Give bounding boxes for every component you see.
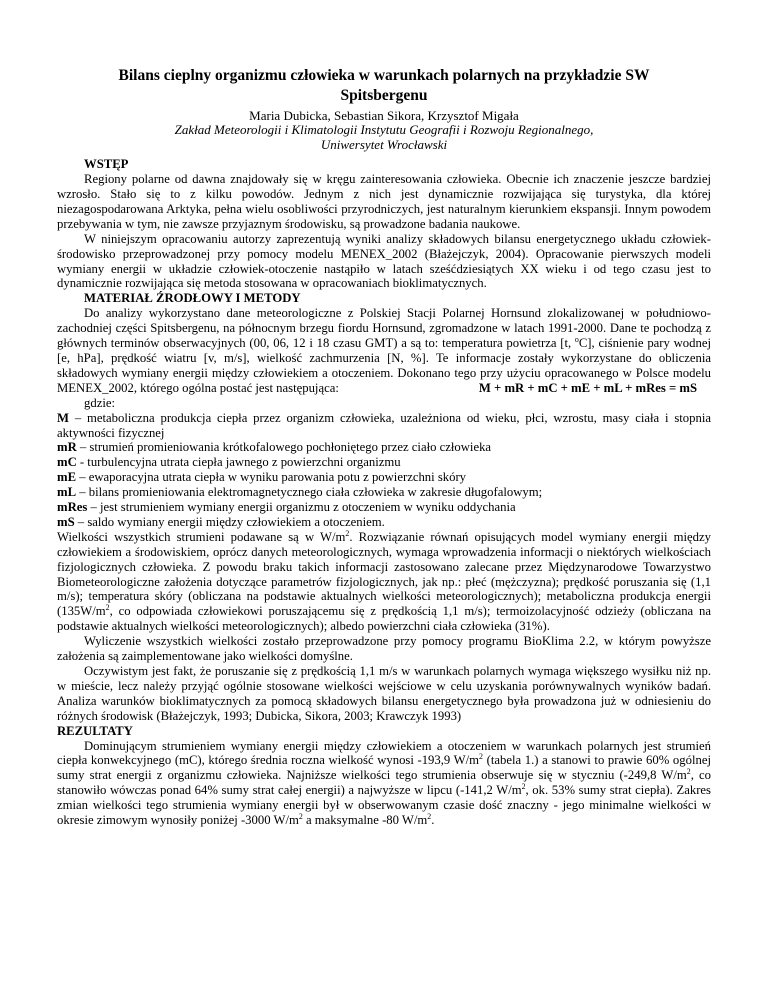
paragraph: Wyliczenie wszystkich wielkości zostało przeprowadzone przy pomocy programu BioKlima 2.2, w którym powyższe założenia są zaimplementowane jako wielkości domyślne.	[57, 634, 711, 664]
paragraph: mR – strumień promieniowania krótkofalowego pochłoniętego przez ciało człowieka	[57, 440, 492, 455]
document-body	[57, 157, 711, 828]
paragraph: W niniejszym opracowaniu autorzy zaprezentują wyniki analizy składowych bilansu energetycznego układu człowiek-środowisko przeprowadzonej przy pomocy modelu MENEX_2002 (Błażejczyk, 2004). Opracowanie pierwszych modeli wymiany energii w układzie człowiek-otoczenie nastąpiło w latach sześćdziesiątych XX wieku i od tego czasu jest to dynamicznie rozwijająca się metoda stosowana w opracowaniach bioklimatycznych.	[57, 231, 711, 291]
paragraph: mC - turbulencyjna utrata ciepła jawnego z powierzchni organizmu	[57, 455, 401, 470]
paper-title	[57, 66, 711, 106]
section-heading: WSTĘP	[84, 157, 129, 172]
paragraph: Oczywistym jest fakt, że poruszanie się z prędkością 1,1 m/s w warunkach polarnych wymaga większego wysiłku niż np. w mieście, lecz należy przyjąć ogólnie stosowane wielkości wejściowe w celu uzyskania porównywalnych wyników badań. Analiza warunków bioklimatycznych za pomocą składowych bilansu energetycznego była prowadzona już w odniesieniu do różnych środowisk (Błażejczyk, 1993; Dubicka, Sikora, 2003; Krawczyk 1993)	[57, 664, 711, 723]
paper-affiliation-line2: Uniwersytet Wrocławski	[320, 136, 448, 152]
section-heading: REZULTATY	[57, 723, 133, 738]
paragraph: Do analizy wykorzystano dane meteorologiczne z Polskiej Stacji Polarnej Hornsund zlokalizowanej w południowo-zachodniej części Spitsbergenu, na północnym brzegu fiordu Hornsund, zgromadzone w latach 1991-2000. Dane te pochodzą z głównych terminów obserwacyjnych (00, 06, 12 i 18 czasu GMT) a są to: temperatura powietrza [t, $^o$C], ciśnienie pary wodnej [e, hPa], prędkość wiatru [v, m/s], wielkość zachmurzenia [N, %]. Te informacje zostały wykorzystane do obliczenia składowych wymiany energii między człowiekiem a otoczeniem. Dokonano tego przy użyciu opracowanego w Polsce modelu MENEX_2002, którego ogólna postać jest następująca: M + mR + mC + mE + mL + mRes = mS	[57, 306, 711, 395]
paragraph: mL – bilans promieniowania elektromagnetycznego ciała człowieka w zakresie długofalowym;	[57, 485, 543, 500]
paragraph: M – metaboliczna produkcja ciepła przez organizm człowieka, uzależniona od wieku, płci, wzrostu, masy ciała i stopnia aktywności fizycznej	[57, 410, 711, 440]
paper-title-line1: Bilans cieplny organizmu człowieka w warunkach polarnych na przykładzie SW	[118, 67, 650, 84]
paragraph: Dominującym strumieniem wymiany energii między człowiekiem a otoczeniem w warunkach polarnych jest strumień ciepła konwekcyjnego (mC), którego średnia roczna wielkość wynosi -193,9 $W/m^2$ (tabela 1.) a stanowi to prawie 60% ogólnej sumy strat energii z organizmu człowieka. Najniższe wielkości tego strumienia obserwuje się w styczniu (-249,8 $W/m^2$, co stanowiło wówczas ponad 64% sumy strat całej energii) a najwyższe w lipcu (-141,2 $W/m^2$, ok. 53% sumy strat ciepła). Zakres zmian wielkości tego strumienia wymiany energii był w obserwowanym czasie dość znaczny - jego minimalne wielkości w okresie zimowym wynosiły poniżej -3000 $W/m^2$ a maksymalne -80 $W/m^2$.	[57, 738, 712, 828]
paragraph: Regiony polarne od dawna znajdowały się w kręgu zainteresowania człowieka. Obecnie ich znaczenie jeszcze bardziej wzrosło. Stało się to z kilku powodów. Jednym z nich jest dynamicznie rozwijająca się turystyka, dla której niezagospodarowana Arktyka, pełna wielu osobliwości przyrodniczych, jest naturalnym kierunkiem ekspansji. Innym powodem przebywania w tym, nie zawsze przyjaznym środowisku, są prowadzone badania naukowe.	[57, 172, 711, 231]
paragraph: mE – ewaporacyjna utrata ciepła w wyniku parowania potu z powierzchni skóry	[57, 470, 467, 485]
paragraph: mS – saldo wymiany energii między człowiekiem a otoczeniem.	[57, 514, 385, 529]
paragraph: mRes – jest strumieniem wymiany energii organizmu z otoczeniem w wyniku oddychania	[57, 500, 516, 515]
paragraph: Wielkości wszystkich strumieni podawane są w $W/m^2$. Rozwiązanie równań opisujących model wymiany energii między człowiekiem a środowiskiem, oprócz danych meteorologicznych, wymaga wprowadzenia informacji o niektórych wielkościach fizjologicznych człowieka. Z powodu braku takich informacji zastosowano zalecane przez Międzynarodowe Towarzystwo Biometeorologiczne założenia dotyczące parametrów fizjologicznych, jak np.: płeć (mężczyzna); prędkość poruszania się (1,1 m/s); temperatura skóry (obliczana na podstawie aktualnych wielkości meteorologicznych); metaboliczna produkcja energii ($135W/m^2$, co odpowiada człowiekowi poruszającemu się z prędkością 1,1 m/s); termoizolacyjność odzieży (obliczana na podstawie aktualnych wielkości meteorologicznych); albedo powierzchni ciała człowieka (31%).	[57, 528, 711, 634]
section-heading: MATERIAŁ ŹRODŁOWY I METODY	[84, 291, 301, 306]
paragraph: gdzie:	[84, 395, 116, 410]
paper-authors: Maria Dubicka, Sebastian Sikora, Krzysztof Migała	[249, 108, 519, 123]
paper-affiliation-line1: Zakład Meteorologii i Klimatologii Instytutu Geografii i Rozwoju Regionalnego,	[174, 122, 594, 137]
paper-title-line2: Spitsbergenu	[340, 87, 428, 104]
